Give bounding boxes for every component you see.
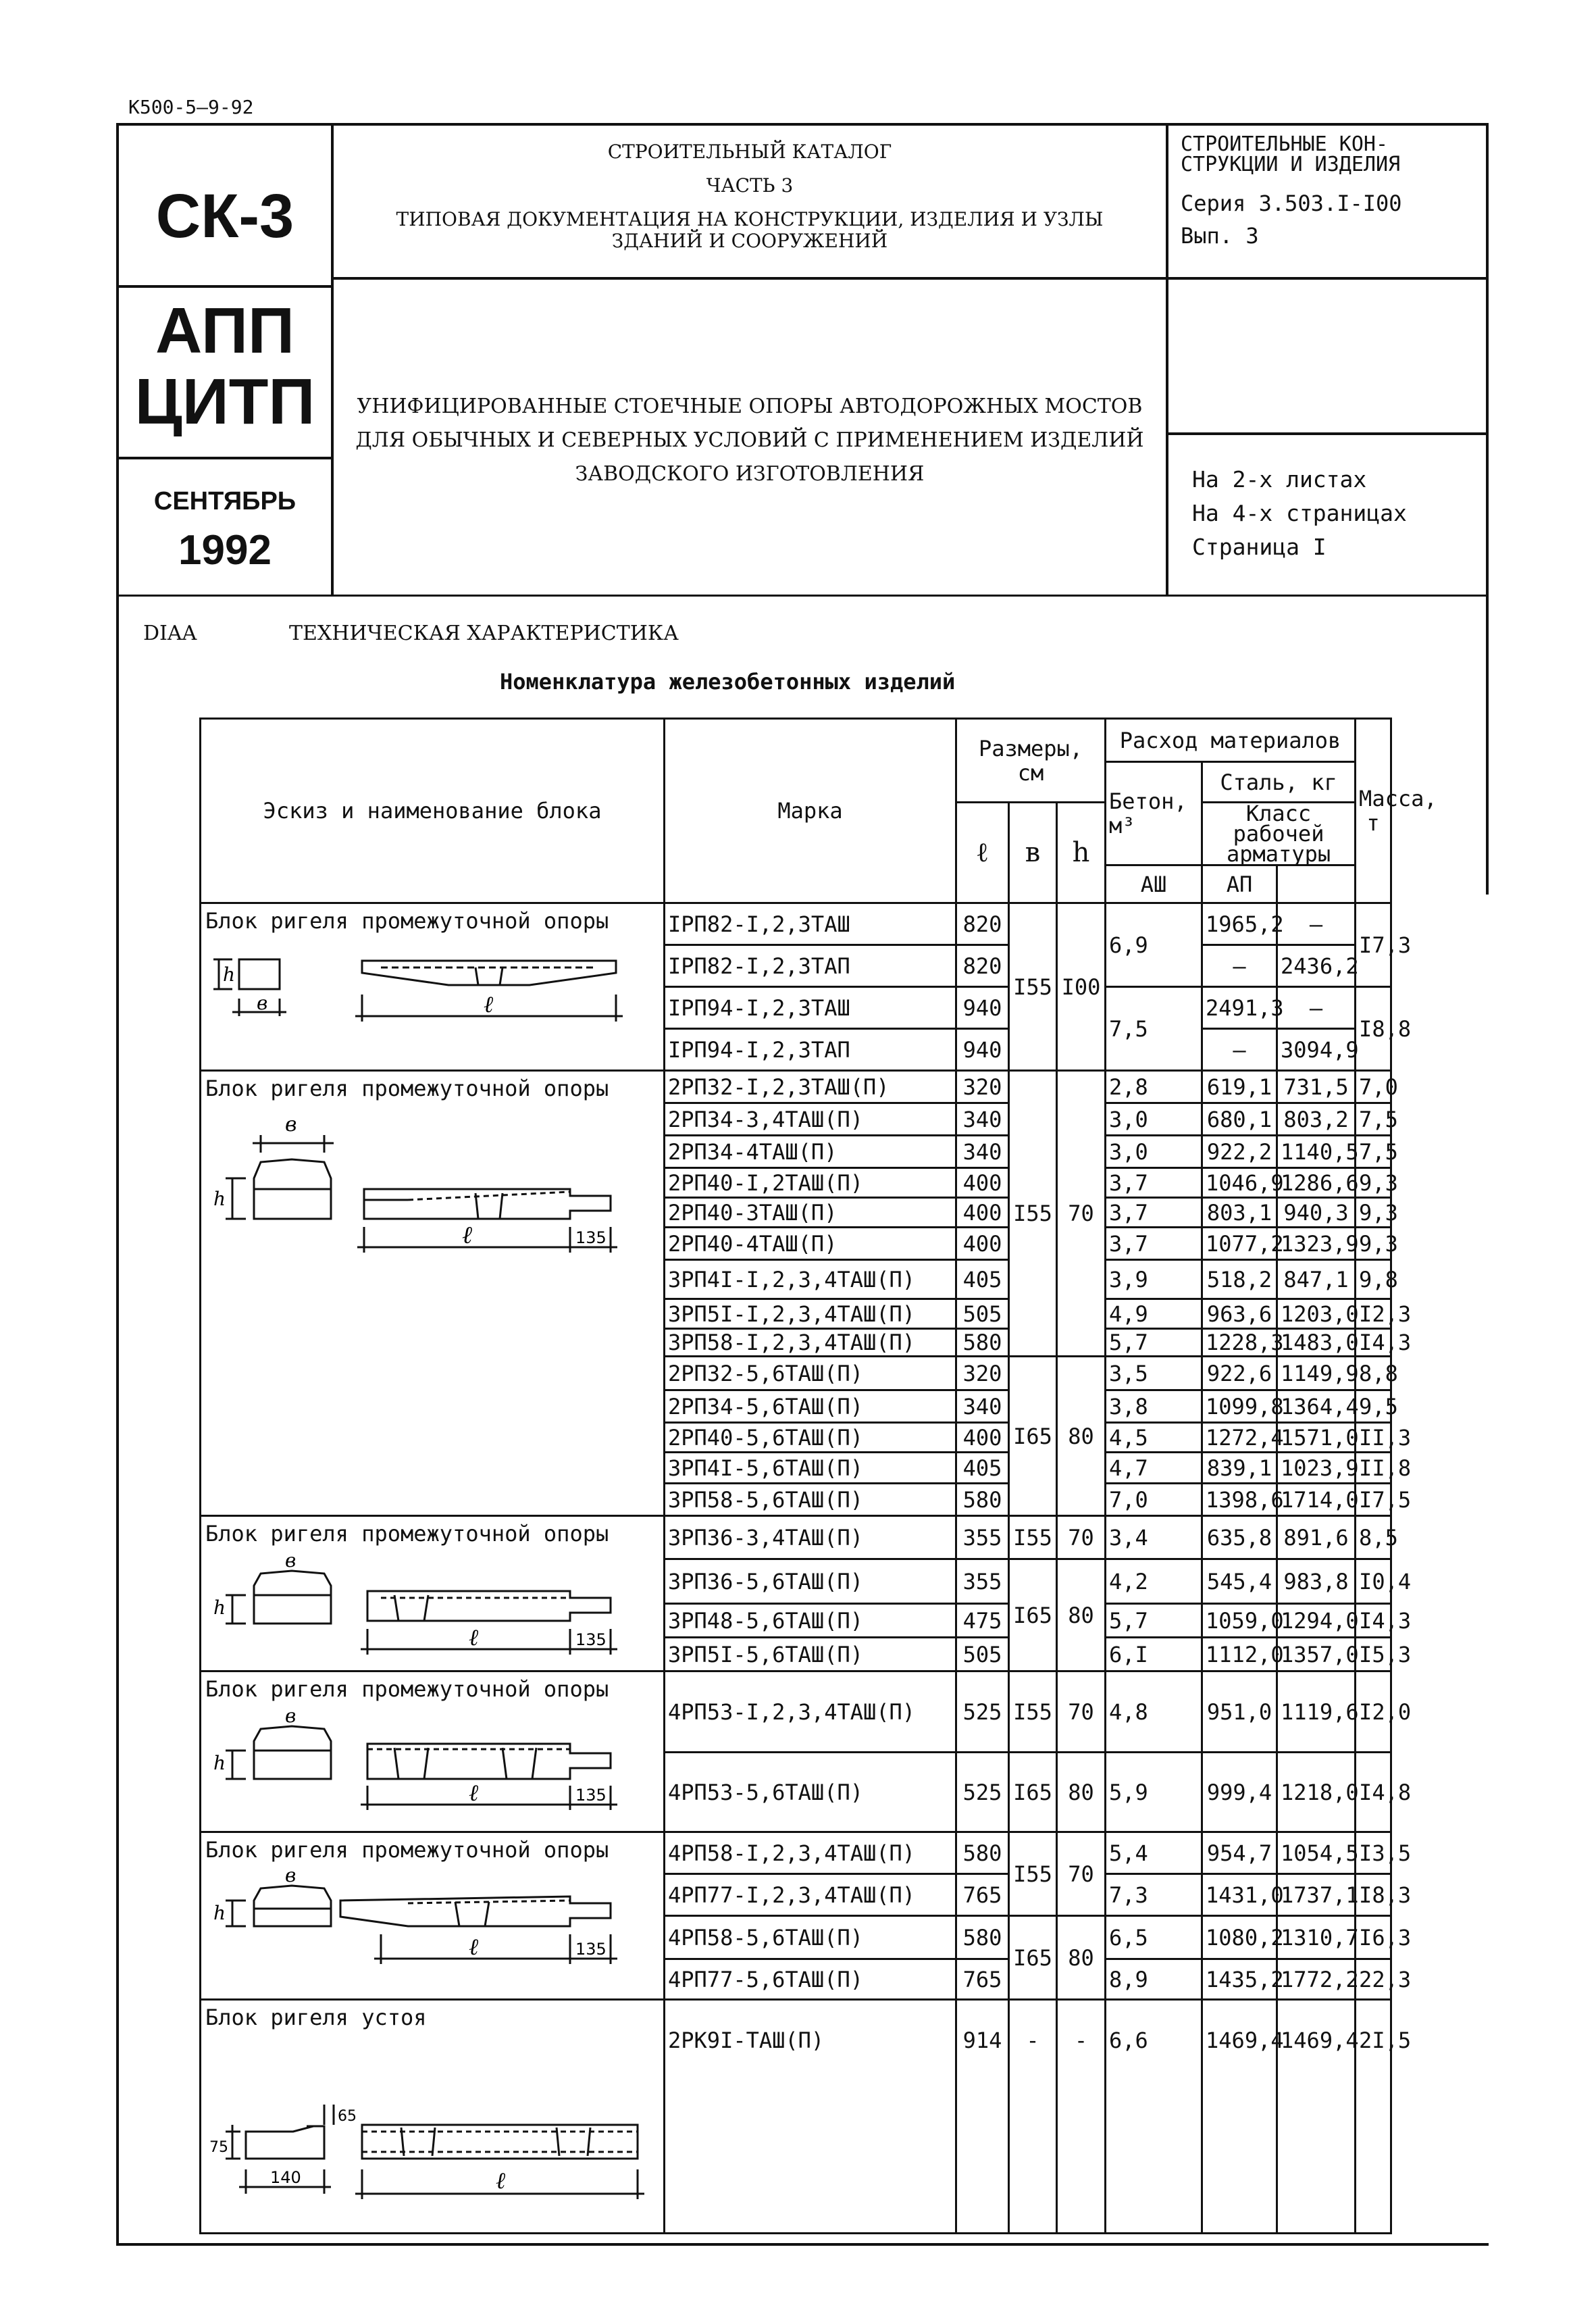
beam-sketch-2 — [205, 1108, 651, 1284]
header-mark: Марка — [665, 719, 956, 903]
series-label: Серия 3.503.I-I00 — [1181, 191, 1402, 216]
a3-cell: 1099,8 — [1202, 1390, 1277, 1423]
header-materials: Расход материалов — [1106, 719, 1356, 762]
a3-cell: 1059,0 — [1202, 1604, 1277, 1638]
concrete-cell: 3,5 — [1106, 1357, 1202, 1390]
h-cell: - — [1057, 2000, 1106, 2234]
mark-cell: 3РП5I-I,2,3,4ТАШ(П) — [665, 1299, 956, 1329]
title-line-3: ЗАВОДСКОГО ИЗГОТОВЛЕНИЯ — [575, 462, 925, 486]
l-cell: 405 — [956, 1260, 1009, 1299]
b-cell: I65 — [1009, 1753, 1057, 1832]
sketch-b-label: в — [285, 1705, 297, 1727]
concrete-cell: 4,8 — [1106, 1671, 1202, 1753]
catalog-line-4: ЗДАНИЙ И СООРУЖЕНИЙ — [611, 230, 888, 252]
concrete-cell: 3,9 — [1106, 1260, 1202, 1299]
mark-cell: IРП94-I,2,3ТАП — [665, 1029, 956, 1071]
concrete-cell: 6,I — [1106, 1638, 1202, 1671]
a2-cell: 1737,1 — [1277, 1874, 1356, 1916]
l-cell: 580 — [956, 1832, 1009, 1874]
a3-cell: 1272,4 — [1202, 1423, 1277, 1453]
sketch-dim-140: 140 — [270, 2168, 301, 2187]
frame-right-top — [1486, 123, 1489, 596]
a3-cell: 1469,4 — [1202, 2000, 1277, 2234]
l-cell: 340 — [956, 1390, 1009, 1423]
a2-cell: – — [1277, 987, 1356, 1029]
sketch-b-label: в — [285, 1549, 297, 1571]
mass-cell: I7,3 — [1356, 903, 1391, 987]
stamp-divider — [331, 123, 334, 596]
sketch-l-label: ℓ — [469, 1780, 479, 1807]
section-line-2: СТРУКЦИИ И ИЗДЕЛИЯ — [1181, 153, 1401, 176]
sketch-dim-135: 135 — [575, 1630, 607, 1649]
concrete-cell: 6,9 — [1106, 903, 1202, 987]
mark-cell: 3РП4I-5,6ТАШ(П) — [665, 1453, 956, 1484]
sketch-dim-75: 75 — [209, 2139, 228, 2156]
l-cell: 820 — [956, 903, 1009, 945]
mass-cell: I8,8 — [1356, 987, 1391, 1071]
l-cell: 580 — [956, 1329, 1009, 1357]
beam-sketch-3 — [205, 1549, 651, 1661]
b-cell: I55 — [1009, 1671, 1057, 1753]
concrete-cell: 6,5 — [1106, 1916, 1202, 1959]
a3-cell: 839,1 — [1202, 1453, 1277, 1484]
mass-cell: 8,8 — [1356, 1357, 1391, 1390]
header-steel: Сталь, кг — [1202, 762, 1356, 803]
l-cell: 400 — [956, 1168, 1009, 1198]
mark-cell: 3РП36-5,6ТАШ(П) — [665, 1559, 956, 1604]
block-name: Блок ригеля промежуточной опоры — [205, 908, 609, 934]
sketch-dim-135: 135 — [575, 1940, 607, 1959]
nomenclature-table — [199, 718, 1437, 2234]
a3-cell: 518,2 — [1202, 1260, 1277, 1299]
frame-left — [116, 123, 119, 2246]
sketch-dim-65: 65 — [338, 2108, 357, 2125]
header-class: Класс рабочей арматуры — [1202, 803, 1356, 865]
sheets-label: На 2-х листах — [1192, 466, 1367, 493]
b-cell: I55 — [1009, 903, 1057, 1071]
l-cell: 355 — [956, 1516, 1009, 1559]
a2-cell: 731,5 — [1277, 1071, 1356, 1103]
b-cell: - — [1009, 2000, 1057, 2234]
l-cell: 400 — [956, 1228, 1009, 1260]
mass-cell: 7,5 — [1356, 1136, 1391, 1168]
a2-cell: 1772,2 — [1277, 1959, 1356, 2000]
a3-cell: 1965,2 — [1202, 903, 1277, 945]
mark-cell: 2РП34-3,4ТАШ(П) — [665, 1103, 956, 1136]
b-cell: I65 — [1009, 1357, 1057, 1516]
a2-cell: 891,6 — [1277, 1516, 1356, 1559]
h-cell: I00 — [1057, 903, 1106, 1071]
concrete-cell: 4,5 — [1106, 1423, 1202, 1453]
header-l: ℓ — [956, 803, 1009, 903]
sketch-h-label: h — [213, 1752, 226, 1774]
l-cell: 475 — [956, 1604, 1009, 1638]
mark-cell: 3РП5I-5,6ТАШ(П) — [665, 1638, 956, 1671]
concrete-cell: 7,5 — [1106, 987, 1202, 1071]
a2-cell: 1323,9 — [1277, 1228, 1356, 1260]
a2-cell: 1364,4 — [1277, 1390, 1356, 1423]
a2-cell: 1357,0 — [1277, 1638, 1356, 1671]
mass-cell: 9,3 — [1356, 1228, 1391, 1260]
concrete-cell: 5,4 — [1106, 1832, 1202, 1874]
b-cell: I55 — [1009, 1071, 1057, 1357]
beam-sketch-1 — [205, 940, 651, 1042]
b-cell: I55 — [1009, 1516, 1057, 1559]
concrete-cell: 3,4 — [1106, 1516, 1202, 1559]
sketch-l-label: ℓ — [469, 1624, 479, 1651]
h-cell: 70 — [1057, 1671, 1106, 1753]
a2-cell: 1054,5 — [1277, 1832, 1356, 1874]
header-mass: Масса, т — [1356, 719, 1391, 903]
mass-cell: 9,3 — [1356, 1198, 1391, 1228]
a2-cell: 1310,7 — [1277, 1916, 1356, 1959]
mass-cell: II,3 — [1356, 1423, 1391, 1453]
mass-cell: I0,4 — [1356, 1559, 1391, 1604]
stamp-year: 1992 — [178, 527, 272, 574]
mark-cell: 4РП77-I,2,3,4ТАШ(П) — [665, 1874, 956, 1916]
mark-cell: 3РП48-5,6ТАШ(П) — [665, 1604, 956, 1638]
header-concrete: Бетон, м³ — [1106, 762, 1202, 865]
l-cell: 405 — [956, 1453, 1009, 1484]
block-name: Блок ригеля устоя — [205, 2005, 427, 2030]
mark-cell: 4РП58-I,2,3,4ТАШ(П) — [665, 1832, 956, 1874]
concrete-cell: 3,8 — [1106, 1390, 1202, 1423]
l-cell: 505 — [956, 1299, 1009, 1329]
sketch-b-label: в — [285, 1864, 297, 1886]
mass-cell: I5,3 — [1356, 1638, 1391, 1671]
mass-cell: I3,5 — [1356, 1832, 1391, 1874]
mass-cell: 8,5 — [1356, 1516, 1391, 1559]
mass-cell: 2I,5 — [1356, 2000, 1391, 2234]
concrete-cell: 6,6 — [1106, 2000, 1202, 2234]
a3-cell: 922,6 — [1202, 1357, 1277, 1390]
l-cell: 765 — [956, 1874, 1009, 1916]
mass-cell: I2,0 — [1356, 1671, 1391, 1753]
mark-cell: IРП82-I,2,3ТАП — [665, 945, 956, 987]
a2-cell: 1023,9 — [1277, 1453, 1356, 1484]
concrete-cell: 2,8 — [1106, 1071, 1202, 1103]
beam-sketch-4 — [205, 1705, 651, 1817]
sketch-cell-group-2 — [201, 1071, 665, 1516]
mass-cell: I4,3 — [1356, 1329, 1391, 1357]
frame-bottom — [116, 2243, 1489, 2246]
concrete-cell: 3,7 — [1106, 1228, 1202, 1260]
mark-cell: 2РП40-5,6ТАШ(П) — [665, 1423, 956, 1453]
mass-cell: 9,3 — [1356, 1168, 1391, 1198]
a3-cell: 1046,9 — [1202, 1168, 1277, 1198]
stamp-sk: СК-3 — [155, 182, 294, 251]
h-cell: 70 — [1057, 1832, 1106, 1916]
a2-cell: 1483,0 — [1277, 1329, 1356, 1357]
mark-cell: 2РП40-3ТАШ(П) — [665, 1198, 956, 1228]
a3-cell: 803,1 — [1202, 1198, 1277, 1228]
section-title: ТЕХНИЧЕСКАЯ ХАРАКТЕРИСТИКА — [289, 622, 679, 645]
a2-cell: 1286,6 — [1277, 1168, 1356, 1198]
header-dims: Размеры, см — [956, 719, 1106, 803]
h-cell: 80 — [1057, 1559, 1106, 1671]
a3-cell: – — [1202, 1029, 1277, 1071]
sketch-l-label: ℓ — [484, 991, 494, 1018]
concrete-cell: 5,9 — [1106, 1753, 1202, 1832]
a2-cell: 3094,9 — [1277, 1029, 1356, 1071]
header-a2: АП — [1202, 865, 1277, 903]
stamp-app: АПП — [155, 295, 295, 367]
sketch-h-label: h — [213, 1188, 226, 1210]
frame-right-bottom — [1486, 595, 1489, 895]
catalog-line-1: СТРОИТЕЛЬНЫЙ КАТАЛОГ — [607, 141, 892, 163]
concrete-cell: 4,9 — [1106, 1299, 1202, 1329]
title-line-2: ДЛЯ ОБЫЧНЫХ И СЕВЕРНЫХ УСЛОВИЙ С ПРИМЕНЕНИЕМ ИЗДЕЛИЙ — [355, 428, 1144, 452]
section-code: DIAA — [143, 622, 197, 645]
a2-cell: 1119,6 — [1277, 1671, 1356, 1753]
concrete-cell: 5,7 — [1106, 1604, 1202, 1638]
mark-cell: 2РП32-5,6ТАШ(П) — [665, 1357, 956, 1390]
header-right-line — [1166, 432, 1489, 435]
mass-cell: II,8 — [1356, 1453, 1391, 1484]
l-cell: 940 — [956, 1029, 1009, 1071]
block-name: Блок ригеля промежуточной опоры — [205, 1521, 609, 1546]
header-mid-line — [331, 277, 1489, 280]
frame-header-bottom — [116, 595, 1489, 597]
a3-cell: 954,7 — [1202, 1832, 1277, 1874]
document-code: К500-5—9-92 — [128, 96, 254, 118]
sketch-l-label: ℓ — [469, 1934, 479, 1961]
sketch-dim-135: 135 — [575, 1228, 607, 1247]
mass-cell: 9,5 — [1356, 1390, 1391, 1423]
l-cell: 400 — [956, 1198, 1009, 1228]
a3-cell: 1228,3 — [1202, 1329, 1277, 1357]
concrete-cell: 4,2 — [1106, 1559, 1202, 1604]
header-b: в — [1009, 803, 1057, 903]
a2-cell: 1140,5 — [1277, 1136, 1356, 1168]
concrete-cell: 7,0 — [1106, 1484, 1202, 1516]
catalog-line-2: ЧАСТЬ 3 — [706, 174, 794, 197]
mass-cell: 7,0 — [1356, 1071, 1391, 1103]
pages-label: На 4-х страницах — [1192, 500, 1407, 526]
sketch-h-label: h — [213, 1596, 226, 1619]
l-cell: 580 — [956, 1484, 1009, 1516]
l-cell: 820 — [956, 945, 1009, 987]
a2-cell: 803,2 — [1277, 1103, 1356, 1136]
l-cell: 914 — [956, 2000, 1009, 2234]
a3-cell: 963,6 — [1202, 1299, 1277, 1329]
mark-cell: 4РП53-5,6ТАШ(П) — [665, 1753, 956, 1832]
l-cell: 340 — [956, 1136, 1009, 1168]
sketch-dim-135: 135 — [575, 1786, 607, 1805]
header-sketch: Эскиз и наименование блока — [201, 719, 665, 903]
b-cell: I65 — [1009, 1559, 1057, 1671]
a2-cell: 847,1 — [1277, 1260, 1356, 1299]
mark-cell: 2РП34-5,6ТАШ(П) — [665, 1390, 956, 1423]
header-right-divider — [1166, 123, 1168, 596]
sketch-cell-group-4 — [201, 1671, 665, 1832]
a3-cell: 999,4 — [1202, 1753, 1277, 1832]
h-cell: 80 — [1057, 1753, 1106, 1832]
h-cell: 80 — [1057, 1916, 1106, 2000]
mark-cell: IРП82-I,2,3ТАШ — [665, 903, 956, 945]
concrete-cell: 3,7 — [1106, 1168, 1202, 1198]
a2-cell: 2436,2 — [1277, 945, 1356, 987]
header-h: h — [1057, 803, 1106, 903]
sketch-cell-group-5 — [201, 1832, 665, 2000]
a3-cell: 1435,2 — [1202, 1959, 1277, 2000]
a2-cell: 1571,0 — [1277, 1423, 1356, 1453]
a3-cell: 635,8 — [1202, 1516, 1277, 1559]
a3-cell: 1431,0 — [1202, 1874, 1277, 1916]
mark-cell: IРП94-I,2,3ТАШ — [665, 987, 956, 1029]
stamp-line-2 — [116, 457, 332, 459]
section-line-1: СТРОИТЕЛЬНЫЕ КОН- — [1181, 132, 1389, 156]
a2-cell: 940,3 — [1277, 1198, 1356, 1228]
a3-cell: 1080,2 — [1202, 1916, 1277, 1959]
block-name: Блок ригеля промежуточной опоры — [205, 1837, 609, 1863]
h-cell: 80 — [1057, 1357, 1106, 1516]
mass-cell: I7,5 — [1356, 1484, 1391, 1516]
concrete-cell: 7,3 — [1106, 1874, 1202, 1916]
l-cell: 525 — [956, 1671, 1009, 1753]
mass-cell: I4,8 — [1356, 1753, 1391, 1832]
l-cell: 765 — [956, 1959, 1009, 2000]
concrete-cell: 8,9 — [1106, 1959, 1202, 2000]
concrete-cell: 5,7 — [1106, 1329, 1202, 1357]
mark-cell: 3РП58-5,6ТАШ(П) — [665, 1484, 956, 1516]
mass-cell: 22,3 — [1356, 1959, 1391, 2000]
sketch-cell-group-6 — [201, 2000, 665, 2234]
a2-cell: 1294,0 — [1277, 1604, 1356, 1638]
catalog-line-3: ТИПОВАЯ ДОКУМЕНТАЦИЯ НА КОНСТРУКЦИИ, ИЗДЕЛИЯ И УЗЛЫ — [396, 208, 1104, 230]
mark-cell: 2РП34-4ТАШ(П) — [665, 1136, 956, 1168]
l-cell: 355 — [956, 1559, 1009, 1604]
h-cell: 70 — [1057, 1071, 1106, 1357]
h-cell: 70 — [1057, 1516, 1106, 1559]
sketch-cell-group-1 — [201, 903, 665, 1071]
a3-cell: 545,4 — [1202, 1559, 1277, 1604]
mark-cell: 3РП36-3,4ТАШ(П) — [665, 1516, 956, 1559]
l-cell: 320 — [956, 1071, 1009, 1103]
mass-cell: 9,8 — [1356, 1260, 1391, 1299]
block-name: Блок ригеля промежуточной опоры — [205, 1676, 609, 1702]
mark-cell: 2РП32-I,2,3ТАШ(П) — [665, 1071, 956, 1103]
concrete-cell: 4,7 — [1106, 1453, 1202, 1484]
block-name: Блок ригеля промежуточной опоры — [205, 1076, 609, 1101]
a2-cell: 1203,0 — [1277, 1299, 1356, 1329]
a3-cell: 680,1 — [1202, 1103, 1277, 1136]
mass-cell: I4,3 — [1356, 1604, 1391, 1638]
a3-cell: 1112,0 — [1202, 1638, 1277, 1671]
a3-cell: 1077,2 — [1202, 1228, 1277, 1260]
sketch-b-label: в — [257, 992, 268, 1014]
stamp-line-1 — [116, 285, 332, 288]
title-line-1: УНИФИЦИРОВАННЫЕ СТОЕЧНЫЕ ОПОРЫ АВТОДОРОЖНЫХ МОСТОВ — [357, 395, 1143, 418]
mass-cell: 7,5 — [1356, 1103, 1391, 1136]
issue-label: Вып. 3 — [1181, 223, 1259, 249]
sketch-h-label: h — [223, 963, 236, 986]
a3-cell: 1398,6 — [1202, 1484, 1277, 1516]
sketch-h-label: h — [213, 1902, 226, 1924]
a3-cell: 2491,3 — [1202, 987, 1277, 1029]
a2-cell: – — [1277, 903, 1356, 945]
l-cell: 940 — [956, 987, 1009, 1029]
l-cell: 580 — [956, 1916, 1009, 1959]
a2-cell: 1469,4 — [1277, 2000, 1356, 2234]
sketch-b-label: в — [285, 1113, 297, 1136]
mark-cell: 3РП4I-I,2,3,4ТАШ(П) — [665, 1260, 956, 1299]
a2-cell: 1714,0 — [1277, 1484, 1356, 1516]
mark-cell: 3РП58-I,2,3,4ТАШ(П) — [665, 1329, 956, 1357]
l-cell: 320 — [956, 1357, 1009, 1390]
mark-cell: 2РП40-4ТАШ(П) — [665, 1228, 956, 1260]
mass-cell: I6,3 — [1356, 1916, 1391, 1959]
stamp-citp: ЦИТП — [134, 366, 315, 438]
mass-cell: I8,3 — [1356, 1874, 1391, 1916]
a2-cell: 1149,9 — [1277, 1357, 1356, 1390]
mark-cell: 4РП58-5,6ТАШ(П) — [665, 1916, 956, 1959]
a3-cell: 922,2 — [1202, 1136, 1277, 1168]
beam-sketch-5 — [205, 1864, 651, 1978]
l-cell: 400 — [956, 1423, 1009, 1453]
mark-cell: 2РП40-I,2ТАШ(П) — [665, 1168, 956, 1198]
sketch-l-label: ℓ — [496, 2167, 506, 2194]
frame-top — [116, 123, 1489, 126]
a3-cell: – — [1202, 945, 1277, 987]
beam-sketch-6 — [205, 2037, 651, 2213]
a2-cell: 1218,0 — [1277, 1753, 1356, 1832]
concrete-cell: 3,7 — [1106, 1198, 1202, 1228]
mass-cell: I2,3 — [1356, 1299, 1391, 1329]
a3-cell: 951,0 — [1202, 1671, 1277, 1753]
concrete-cell: 3,0 — [1106, 1103, 1202, 1136]
sketch-cell-group-3 — [201, 1516, 665, 1671]
l-cell: 505 — [956, 1638, 1009, 1671]
mark-cell: 4РП53-I,2,3,4ТАШ(П) — [665, 1671, 956, 1753]
b-cell: I65 — [1009, 1916, 1057, 2000]
mark-cell: 4РП77-5,6ТАШ(П) — [665, 1959, 956, 2000]
header-a3: АШ — [1106, 865, 1202, 903]
sketch-l-label: ℓ — [462, 1222, 472, 1249]
l-cell: 525 — [956, 1753, 1009, 1832]
stamp-month: СЕНТЯБРЬ — [153, 487, 297, 515]
table-subtitle: Номенклатура железобетонных изделий — [500, 669, 956, 695]
page-label: Страница I — [1192, 534, 1327, 560]
a3-cell: 619,1 — [1202, 1071, 1277, 1103]
a2-cell: 983,8 — [1277, 1559, 1356, 1604]
concrete-cell: 3,0 — [1106, 1136, 1202, 1168]
l-cell: 340 — [956, 1103, 1009, 1136]
mark-cell: 2РК9I-ТАШ(П) — [665, 2000, 956, 2234]
b-cell: I55 — [1009, 1832, 1057, 1916]
